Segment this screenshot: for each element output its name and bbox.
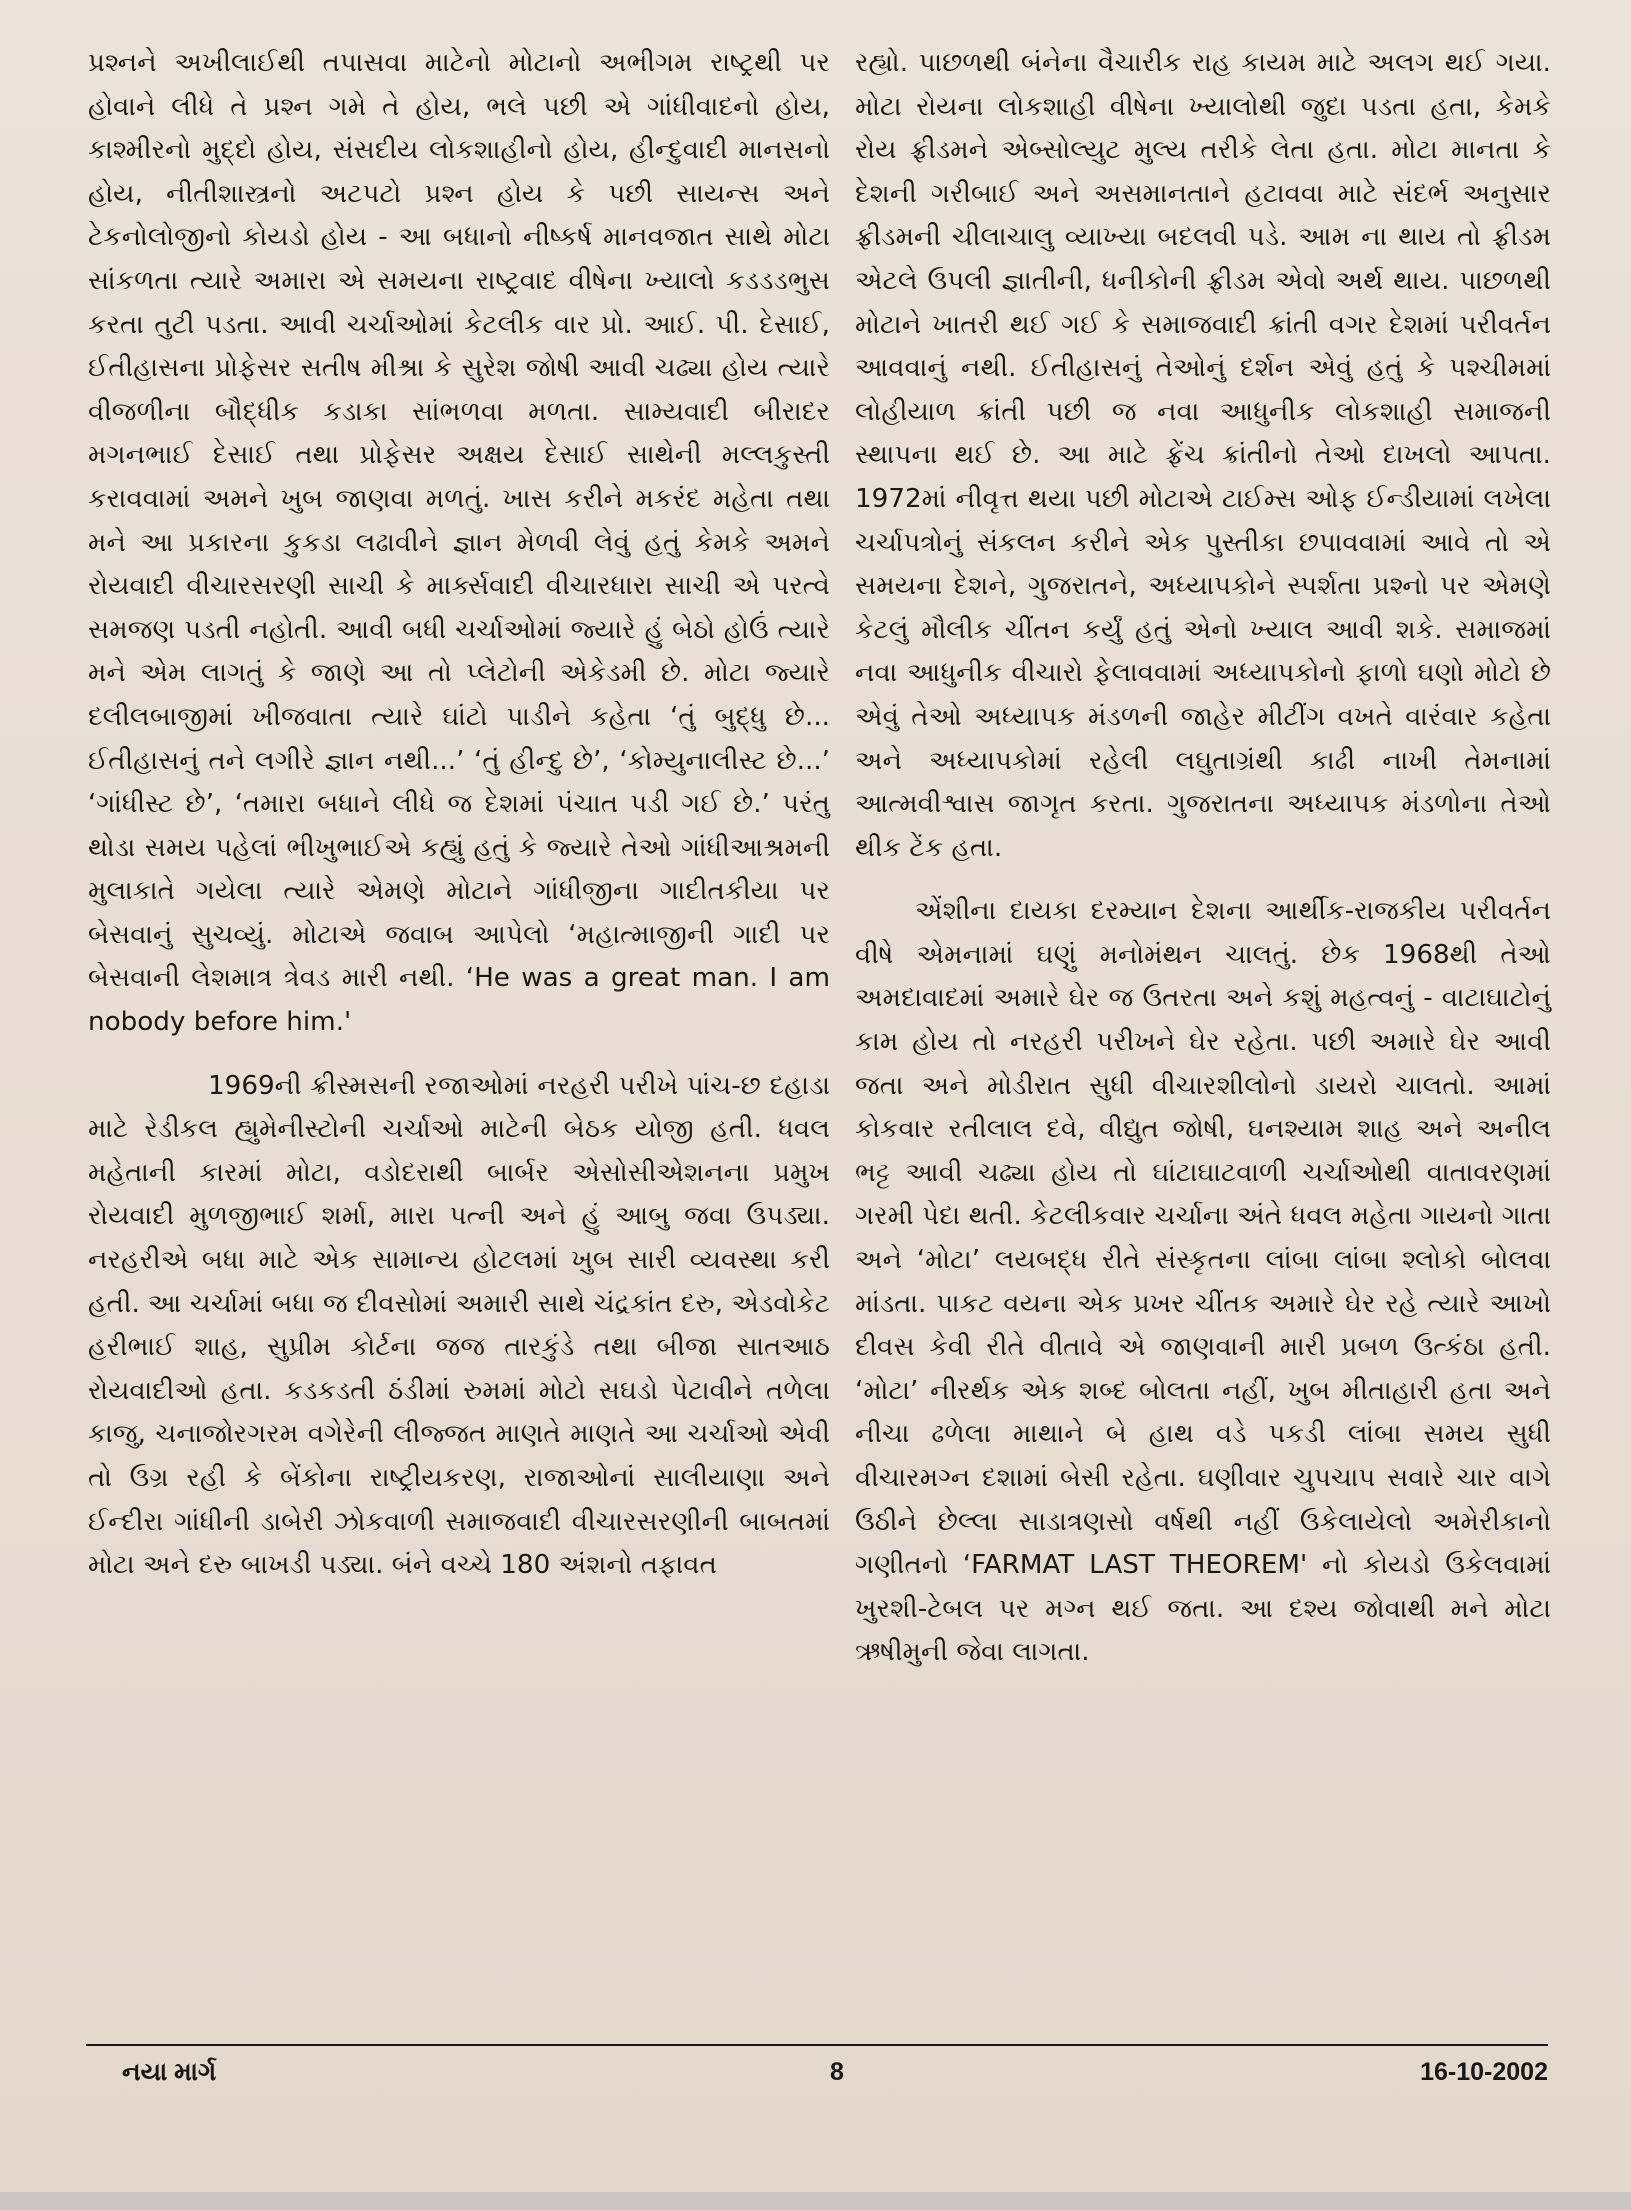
publication-name: નયા માર્ગ bbox=[122, 2058, 217, 2086]
page-footer bbox=[86, 2058, 1548, 2092]
scan-edge bbox=[0, 2192, 1631, 2210]
paragraph: રહ્યો. પાછળથી બંનેના વૈચારીક રાહ કાયમ માટે અલગ થઈ ગયા. મોટા રોયના લોકશાહી વીષેના ખ્યાલોથી જુદા પડતા હતા, કેમકે રોય ફ્રીડમને એબ્સોલ્યુટ મુલ્ય તરીકે લેતા હતા. મોટા માનતા કે દેશની ગરીબાઈ અને અસમાનતાને હટાવવા માટે સંદર્ભ અનુસાર ફ્રીડમની ચીલાચાલુ વ્યાખ્યા બદલવી પડે. આમ ના થાય તો ફ્રીડમ એટલે ઉપલી જ્ઞાતીની, ધનીકોની ફ્રીડમ એવો અર્થ થાય. પાછળથી મોટાને ખાતરી થઈ ગઈ કે સમાજવાદી ક્રાંતી વગર દેશમાં પરીવર્તન આવવાનું નથી. ઈતીહાસનું તેઓનું દર્શન એવું હતું કે પશ્ચીમમાં લોહીયાળ ક્રાંતી પછી જ નવા આધુનીક લોકશાહી સમાજની સ્થાપના થઈ છે. આ માટે ફ્રેંચ ક્રાંતીનો તેઓ દાખલો આપતા. 1972માં નીવૃત્ત થયા પછી મોટાએ ટાઈમ્સ ઓફ ઈન્ડીયામાં લખેલા ચર્ચાપત્રોનું સંકલન કરીને એક પુસ્તીકા છપાવવામાં આવે તો એ સમયના દેશને, ગુજરાતને, અધ્યાપકોને સ્પર્શતા પ્રશ્નો પર એમણે કેટલું મૌલીક ચીંતન કર્યું હતું એનો ખ્યાલ આવી શકે. સમાજમાં નવા આધુનીક વીચારો ફેલાવવામાં અધ્યાપકોનો ફાળો ઘણો મોટો છે એવું તેઓ અધ્યાપક મંડળની જાહેર મીટીંગ વખતે વારંવાર કહેતા અને અધ્યાપકોમાં રહેલી લઘુતાગ્રંથી કાઢી નાખી તેમનામાં આત્મવીશ્વાસ જાગૃત કરતા. ગુજરાતના અધ્યાપક મંડળોના તેઓ થીક ટેંક હતા. bbox=[855, 48, 1551, 863]
page-number: 8 bbox=[830, 2058, 844, 2086]
footer-divider bbox=[86, 2044, 1548, 2046]
paragraph: પ્રશ્નને અખીલાઈથી તપાસવા માટેનો મોટાનો અભીગમ રાષ્ટ્રથી પર હોવાને લીધે તે પ્રશ્ન ગમે તે હોય, ભલે પછી એ ગાંધીવાદનો હોય, કાશ્મીરનો મુદ્દો હોય, સંસદીય લોકશાહીનો હોય, હીન્દુવાદી માનસનો હોય, નીતીશાસ્ત્રનો અટપટો પ્રશ્ન હોય કે પછી સાયન્સ અને ટેકનોલોજીનો કોયડો હોય - આ બધાનો નીષ્કર્ષ માનવજાત સાથે મોટા સાંકળતા ત્યારે અમારા એ સમયના રાષ્ટ્રવાદ વીષેના ખ્યાલો કડડડભુસ કરતા તુટી પડતા. આવી ચર્ચાઓમાં કેટલીક વાર પ્રો. આઈ. પી. દેસાઈ, ઈતીહાસના પ્રોફેસર સતીષ મીશ્રા કે સુરેશ જોષી આવી ચઢ્યા હોય ત્યારે વીજળીના બૌદ્ધીક કડાકા સાંભળવા મળતા. સામ્યવાદી બીરાદર મગનભાઈ દેસાઈ તથા પ્રોફેસર અક્ષય દેસાઈ સાથેની મલ્લકુસ્તી કરાવવામાં અમને ખુબ જાણવા મળતું. ખાસ કરીને મકરંદ મહેતા તથા મને આ પ્રકારના કુકડા લઢાવીને જ્ઞાન મેળવી લેવું હતું કેમકે અમને રોયવાદી વીચારસરણી સાચી કે માર્ક્સવાદી વીચારધારા સાચી એ પરત્વે સમજણ પડતી નહોતી. આવી બધી ચર્ચાઓમાં જ્યારે હું બેઠો હોઉં ત્યારે મને એમ લાગતું કે જાણે આ તો પ્લેટોની એકેડમી છે. મોટા જ્યારે દલીલબાજીમાં ખીજવાતા ત્યારે ઘાંટો પાડીને કહેતા ‘તું બુદ્ધુ છે... ઈતીહાસનું તને લગીરે જ્ઞાન નથી...’ ‘તું હીન્દુ છે’, ‘કોમ્યુનાલીસ્ટ છે...’ ‘ગાંધીસ્ટ છે’, ‘તમારા બધાને લીધે જ દેશમાં પંચાત પડી ગઈ છે.’ પરંતુ થોડા સમય પહેલાં ભીખુભાઈએ કહ્યું હતું કે જ્યારે તેઓ ગાંધીઆશ્રમની મુલાકાતે ગયેલા ત્યારે એમણે મોટાને ગાંધીજીના ગાદીતકીયા પર બેસવાનું સુચવ્યું. મોટાએ જવાબ આપેલો ‘મહાત્માજીની ગાદી પર બેસવાની લેશમાત્ર ત્રેવડ મારી નથી. ‘He was a great man. I am nobody before him.' bbox=[88, 48, 830, 1038]
left-column bbox=[88, 42, 830, 1588]
issue-date: 16-10-2002 bbox=[1420, 2058, 1548, 2086]
paragraph: 1969ની ક્રીસ્મસની રજાઓમાં નરહરી પરીખે પાંચ-છ દહાડા માટે રેડીકલ હ્યુમેનીસ્ટોની ચર્ચાઓ માટેની બેઠક યોજી હતી. ધવલ મહેતાની કારમાં મોટા, વડોદરાથી બાર્બર એસોસીએશનના પ્રમુખ રોયવાદી મુળજીભાઈ શર્મા, મારા પત્ની અને હું આબુ જવા ઉપડ્યા. નરહરીએ બધા માટે એક સામાન્ય હોટલમાં ખુબ સારી વ્યવસ્થા કરી હતી. આ ચર્ચામાં બધા જ દીવસોમાં અમારી સાથે ચંદ્રકાંત દરુ, એડવોકેટ હરીભાઈ શાહ, સુપ્રીમ કોર્ટના જજ તારકુંડે તથા બીજા સાતઆઠ રોયવાદીઓ હતા. કડકડતી ઠંડીમાં રુમમાં મોટો સઘડો પેટાવીને તળેલા કાજુ, ચનાજોરગરમ વગેરેની લીજ્જત માણતે માણતે આ ચર્ચાઓ એવી તો ઉગ્ર રહી કે બેંકોના રાષ્ટ્રીયકરણ, રાજાઓનાં સાલીયાણા અને ઈન્દીરા ગાંધીની ડાબેરી ઝોકવાળી સમાજવાદી વીચારસરણીની બાબતમાં મોટા અને દરુ બાખડી પડ્યા. બંને વચ્ચે 180 અંશનો તફાવત bbox=[88, 1070, 830, 1581]
paragraph: એંશીના દાયકા દરમ્યાન દેશના આર્થીક-રાજકીય પરીવર્તન વીષે એમનામાં ઘણું મનોમંથન ચાલતું. છેક 1968થી તેઓ અમદાવાદમાં અમારે ઘેર જ ઉતરતા અને કશું મહત્વનું - વાટાઘાટોનું કામ હોય તો નરહરી પરીખને ઘેર રહેતા. પછી અમારે ઘેર આવી જતા અને મોડીરાત સુધી વીચારશીલોનો ડાયરો ચાલતો. આમાં કોકવાર રતીલાલ દવે, વીદ્યુત જોષી, ઘનશ્યામ શાહ અને અનીલ ભટ્ટ આવી ચઢ્યા હોય તો ઘાંટાઘાટવાળી ચર્ચાઓથી વાતાવરણમાં ગરમી પેદા થતી. કેટલીકવાર ચર્ચાના અંતે ધવલ મહેતા ગાયનો ગાતા અને ‘મોટા’ લયબદ્ધ રીતે સંસ્કૃતના લાંબા લાંબા શ્લોકો બોલવા માંડતા. પાકટ વયના એક પ્રખર ચીંતક અમારે ઘેર રહે ત્યારે આખો દીવસ કેવી રીતે વીતાવે એ જાણવાની મારી પ્રબળ ઉત્કંઠા હતી. ‘મોટા’ નીરર્થક એક શબ્દ બોલતા નહીં, ખુબ મીતાહારી હતા અને નીચા ઢળેલા માથાને બે હાથ વડે પકડી લાંબા સમય સુધી વીચારમગ્ન દશામાં બેસી રહેતા. ઘણીવાર ચુપચાપ સવારે ચાર વાગે ઉઠીને છેલ્લા સાડાત્રણસો વર્ષથી નહીં ઉકેલાયેલો અમેરીકાનો ગણીતનો ‘FARMAT LAST THEOREM' નો કોયડો ઉકેલવામાં ખુરશી-ટેબલ પર મગ્ન થઈ જતા. આ દશ્ય જોવાથી મને મોટા ઋષીમુની જેવા લાગતા. bbox=[855, 896, 1551, 1668]
right-column bbox=[855, 42, 1551, 1675]
